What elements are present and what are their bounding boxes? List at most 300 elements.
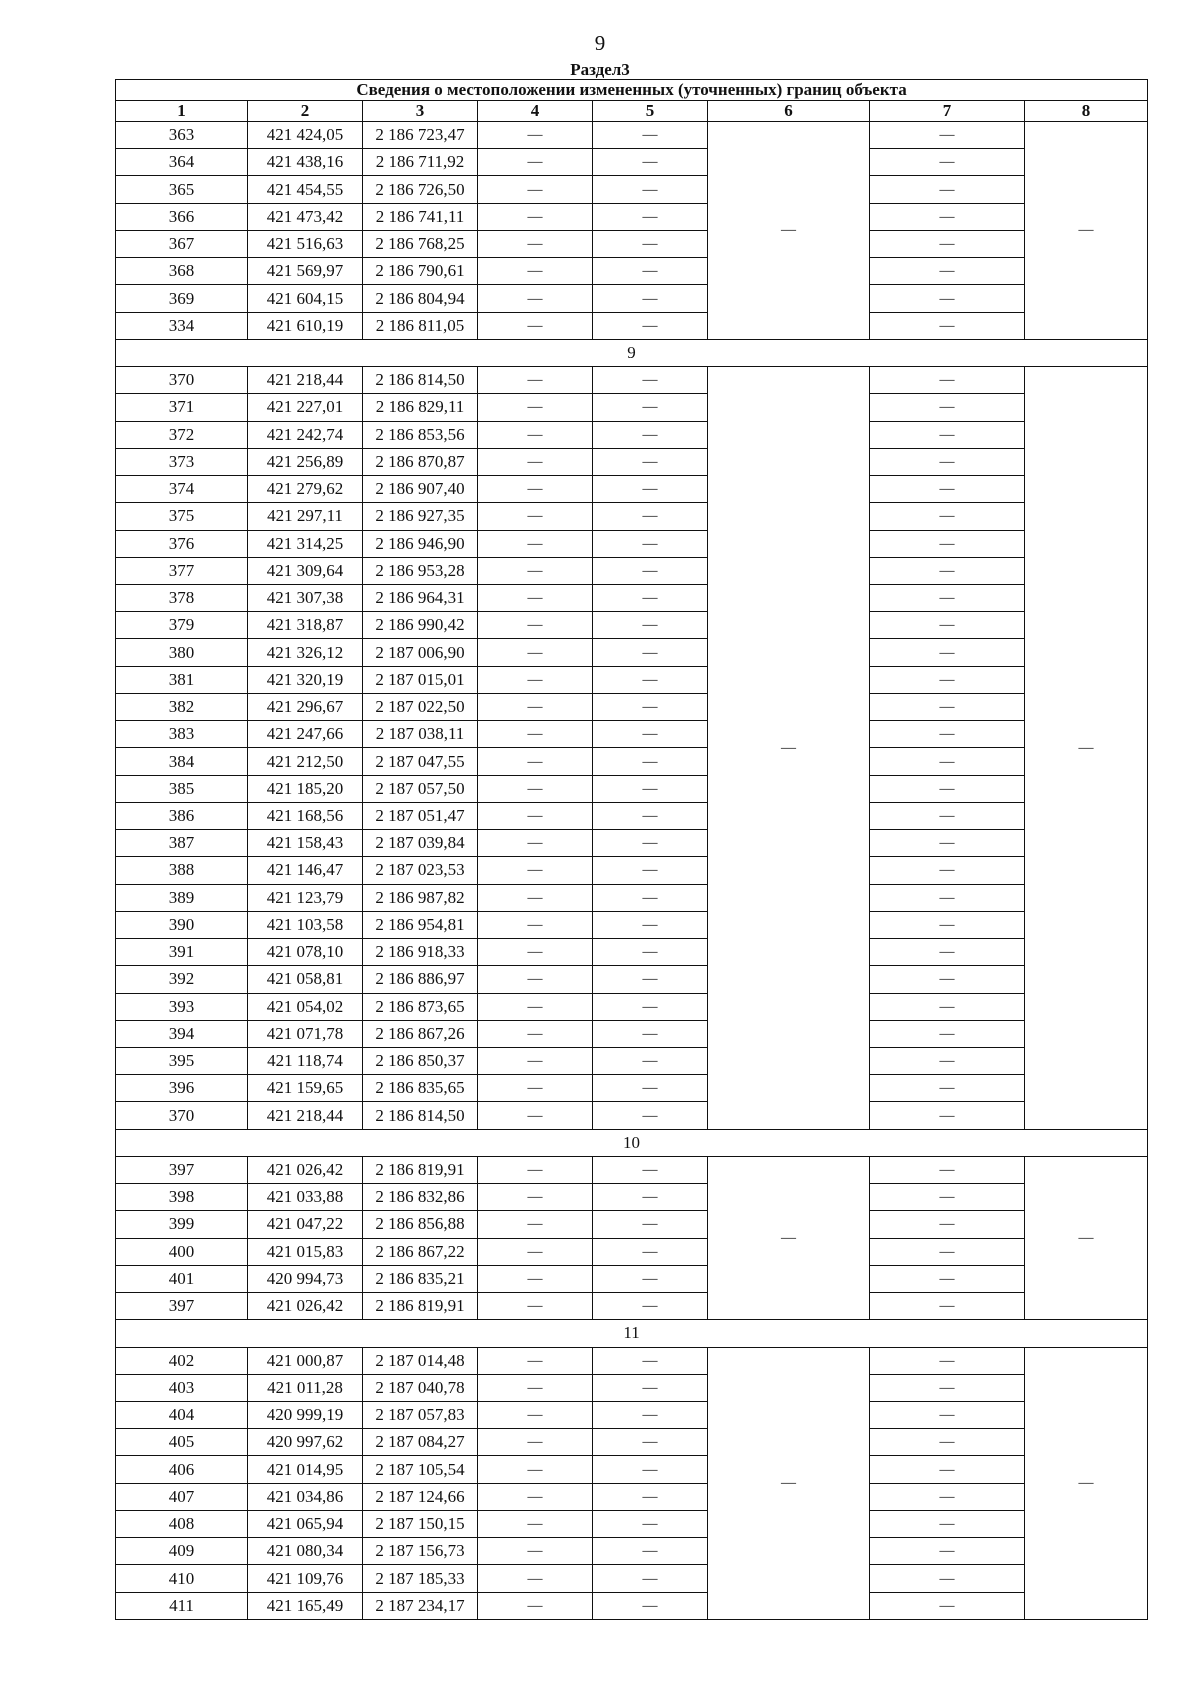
dash-cell: — [870,1374,1025,1401]
y-coordinate-cell: 2 187 051,47 [363,802,478,829]
dash-cell: — [478,830,593,857]
y-coordinate-cell: 2 186 835,65 [363,1075,478,1102]
dash-cell: — [870,1238,1025,1265]
dash-cell: — [478,312,593,339]
x-coordinate-cell: 421 242,74 [248,421,363,448]
dash-cell: — [593,421,708,448]
x-coordinate-cell: 421 071,78 [248,1020,363,1047]
x-coordinate-cell: 421 109,76 [248,1565,363,1592]
dash-cell: — [593,1374,708,1401]
table-row [116,993,1148,1020]
dash-cell: — [870,1538,1025,1565]
point-number-cell: 383 [116,721,248,748]
point-number-cell: 395 [116,1047,248,1074]
dash-cell: — [478,748,593,775]
dash-cell: — [593,367,708,394]
dash-cell: — [870,1565,1025,1592]
dash-cell: — [870,421,1025,448]
dash-cell: — [593,1102,708,1129]
merged-dash-cell: — [708,1347,870,1619]
merged-dash-cell: — [1025,1156,1148,1319]
y-coordinate-cell: 2 187 014,48 [363,1347,478,1374]
x-coordinate-cell: 421 026,42 [248,1293,363,1320]
x-coordinate-cell: 421 297,11 [248,503,363,530]
point-number-cell: 396 [116,1075,248,1102]
x-coordinate-cell: 421 318,87 [248,612,363,639]
dash-cell: — [870,693,1025,720]
dash-cell: — [478,1483,593,1510]
table-row [116,503,1148,530]
dash-cell: — [478,1374,593,1401]
y-coordinate-cell: 2 186 850,37 [363,1047,478,1074]
table-row [116,1075,1148,1102]
y-coordinate-cell: 2 187 006,90 [363,639,478,666]
table-row [116,557,1148,584]
point-number-cell: 407 [116,1483,248,1510]
table-row [116,394,1148,421]
table-row [116,721,1148,748]
table-row [116,1456,1148,1483]
point-number-cell: 392 [116,966,248,993]
y-coordinate-cell: 2 187 150,15 [363,1510,478,1537]
y-coordinate-cell: 2 187 057,50 [363,775,478,802]
point-number-cell: 394 [116,1020,248,1047]
y-coordinate-cell: 2 186 886,97 [363,966,478,993]
x-coordinate-cell: 421 034,86 [248,1483,363,1510]
dash-cell: — [478,367,593,394]
x-coordinate-cell: 421 168,56 [248,802,363,829]
y-coordinate-cell: 2 186 790,61 [363,258,478,285]
dash-cell: — [870,448,1025,475]
dash-cell: — [593,1184,708,1211]
dash-cell: — [593,1565,708,1592]
point-number-cell: 405 [116,1429,248,1456]
dash-cell: — [478,1075,593,1102]
dash-cell: — [478,258,593,285]
x-coordinate-cell: 421 185,20 [248,775,363,802]
dash-cell: — [593,122,708,149]
dash-cell: — [478,993,593,1020]
table-row [116,285,1148,312]
x-coordinate-cell: 421 014,95 [248,1456,363,1483]
x-coordinate-cell: 421 314,25 [248,530,363,557]
y-coordinate-cell: 2 187 156,73 [363,1538,478,1565]
y-coordinate-cell: 2 187 040,78 [363,1374,478,1401]
y-coordinate-cell: 2 186 829,11 [363,394,478,421]
point-number-cell: 376 [116,530,248,557]
x-coordinate-cell: 421 569,97 [248,258,363,285]
dash-cell: — [593,666,708,693]
dash-cell: — [478,149,593,176]
x-coordinate-cell: 421 227,01 [248,394,363,421]
x-coordinate-cell: 420 997,62 [248,1429,363,1456]
dash-cell: — [593,1592,708,1619]
dash-cell: — [478,857,593,884]
y-coordinate-cell: 2 186 804,94 [363,285,478,312]
y-coordinate-cell: 2 187 047,55 [363,748,478,775]
y-coordinate-cell: 2 186 954,81 [363,911,478,938]
x-coordinate-cell: 421 015,83 [248,1238,363,1265]
dash-cell: — [870,830,1025,857]
x-coordinate-cell: 421 454,55 [248,176,363,203]
dash-cell: — [593,1483,708,1510]
table-row [116,258,1148,285]
point-number-cell: 366 [116,203,248,230]
dash-cell: — [593,176,708,203]
group-label: 10 [116,1129,1148,1156]
dash-cell: — [478,884,593,911]
table-row [116,1238,1148,1265]
x-coordinate-cell: 421 218,44 [248,367,363,394]
table-row [116,1211,1148,1238]
dash-cell: — [870,394,1025,421]
point-number-cell: 401 [116,1265,248,1292]
y-coordinate-cell: 2 186 953,28 [363,557,478,584]
x-coordinate-cell: 421 218,44 [248,1102,363,1129]
dash-cell: — [593,530,708,557]
dash-cell: — [870,911,1025,938]
dash-cell: — [478,584,593,611]
y-coordinate-cell: 2 186 867,26 [363,1020,478,1047]
table-row [116,1156,1148,1183]
dash-cell: — [870,966,1025,993]
point-number-cell: 377 [116,557,248,584]
y-coordinate-cell: 2 187 124,66 [363,1483,478,1510]
dash-cell: — [478,285,593,312]
column-header: 6 [708,101,870,122]
dash-cell: — [478,939,593,966]
y-coordinate-cell: 2 186 835,21 [363,1265,478,1292]
y-coordinate-cell: 2 186 768,25 [363,230,478,257]
dash-cell: — [593,1020,708,1047]
point-number-cell: 379 [116,612,248,639]
merged-dash-cell: — [708,1156,870,1319]
y-coordinate-cell: 2 187 038,11 [363,721,478,748]
dash-cell: — [478,693,593,720]
table-row [116,966,1148,993]
x-coordinate-cell: 421 000,87 [248,1347,363,1374]
table-row [116,176,1148,203]
x-coordinate-cell: 421 047,22 [248,1211,363,1238]
x-coordinate-cell: 421 309,64 [248,557,363,584]
dash-cell: — [478,1347,593,1374]
dash-cell: — [478,1102,593,1129]
table-body [116,122,1148,1620]
dash-cell: — [870,1402,1025,1429]
x-coordinate-cell: 421 473,42 [248,203,363,230]
table-row [116,666,1148,693]
table-row [116,748,1148,775]
x-coordinate-cell: 420 994,73 [248,1265,363,1292]
dash-cell: — [870,1075,1025,1102]
x-coordinate-cell: 421 159,65 [248,1075,363,1102]
point-number-cell: 386 [116,802,248,829]
y-coordinate-cell: 2 186 726,50 [363,176,478,203]
dash-cell: — [870,176,1025,203]
dash-cell: — [478,639,593,666]
y-coordinate-cell: 2 186 990,42 [363,612,478,639]
table-row [116,476,1148,503]
dash-cell: — [593,993,708,1020]
dash-cell: — [593,693,708,720]
y-coordinate-cell: 2 186 832,86 [363,1184,478,1211]
y-coordinate-cell: 2 187 084,27 [363,1429,478,1456]
dash-cell: — [593,911,708,938]
point-number-cell: 364 [116,149,248,176]
y-coordinate-cell: 2 186 853,56 [363,421,478,448]
table-row [116,911,1148,938]
dash-cell: — [870,939,1025,966]
dash-cell: — [593,203,708,230]
boundary-coordinates-table [115,79,1148,1620]
dash-cell: — [478,1456,593,1483]
point-number-cell: 388 [116,857,248,884]
dash-cell: — [478,122,593,149]
x-coordinate-cell: 421 296,67 [248,693,363,720]
table-row [116,884,1148,911]
point-number-cell: 406 [116,1456,248,1483]
table-row [116,1102,1148,1129]
dash-cell: — [593,149,708,176]
dash-cell: — [870,367,1025,394]
dash-cell: — [870,1211,1025,1238]
dash-cell: — [593,830,708,857]
dash-cell: — [593,1402,708,1429]
dash-cell: — [593,1347,708,1374]
table-row [116,1429,1148,1456]
point-number-cell: 385 [116,775,248,802]
table-row [116,612,1148,639]
table-row [116,939,1148,966]
dash-cell: — [478,1592,593,1619]
point-number-cell: 365 [116,176,248,203]
y-coordinate-cell: 2 186 819,91 [363,1293,478,1320]
dash-cell: — [593,394,708,421]
dash-cell: — [478,1293,593,1320]
point-number-cell: 393 [116,993,248,1020]
dash-cell: — [870,1456,1025,1483]
y-coordinate-cell: 2 186 723,47 [363,122,478,149]
dash-cell: — [870,312,1025,339]
x-coordinate-cell: 421 279,62 [248,476,363,503]
x-coordinate-cell: 421 080,34 [248,1538,363,1565]
table-row [116,1565,1148,1592]
point-number-cell: 370 [116,1102,248,1129]
x-coordinate-cell: 421 610,19 [248,312,363,339]
point-number-cell: 368 [116,258,248,285]
dash-cell: — [870,285,1025,312]
dash-cell: — [870,122,1025,149]
y-coordinate-cell: 2 186 711,92 [363,149,478,176]
table-caption: Сведения о местоположении измененных (уточненных) границ объекта [116,80,1148,101]
dash-cell: — [870,1592,1025,1619]
group-label-row [116,1129,1148,1156]
dash-cell: — [478,1047,593,1074]
table-row [116,1483,1148,1510]
group-label: 11 [116,1320,1148,1347]
dash-cell: — [870,748,1025,775]
table-row [116,1538,1148,1565]
dash-cell: — [478,448,593,475]
dash-cell: — [593,1293,708,1320]
point-number-cell: 378 [116,584,248,611]
x-coordinate-cell: 421 320,19 [248,666,363,693]
table-row [116,1402,1148,1429]
dash-cell: — [593,1047,708,1074]
point-number-cell: 381 [116,666,248,693]
y-coordinate-cell: 2 186 870,87 [363,448,478,475]
x-coordinate-cell: 421 424,05 [248,122,363,149]
merged-dash-cell: — [708,122,870,340]
dash-cell: — [478,612,593,639]
dash-cell: — [478,1211,593,1238]
dash-cell: — [870,721,1025,748]
dash-cell: — [870,203,1025,230]
dash-cell: — [593,1238,708,1265]
x-coordinate-cell: 421 026,42 [248,1156,363,1183]
y-coordinate-cell: 2 186 918,33 [363,939,478,966]
dash-cell: — [593,1075,708,1102]
table-row [116,1347,1148,1374]
y-coordinate-cell: 2 187 022,50 [363,693,478,720]
x-coordinate-cell: 421 146,47 [248,857,363,884]
column-header: 3 [363,101,478,122]
dash-cell: — [593,557,708,584]
section-title: Раздел3 [570,60,630,79]
dash-cell: — [478,503,593,530]
dash-cell: — [593,1265,708,1292]
dash-cell: — [593,612,708,639]
point-number-cell: 404 [116,1402,248,1429]
dash-cell: — [478,394,593,421]
dash-cell: — [870,1429,1025,1456]
point-number-cell: 370 [116,367,248,394]
y-coordinate-cell: 2 186 867,22 [363,1238,478,1265]
x-coordinate-cell: 421 123,79 [248,884,363,911]
dash-cell: — [870,1347,1025,1374]
y-coordinate-cell: 2 187 039,84 [363,830,478,857]
dash-cell: — [870,557,1025,584]
dash-cell: — [870,1020,1025,1047]
dash-cell: — [593,258,708,285]
dash-cell: — [870,230,1025,257]
dash-cell: — [478,1020,593,1047]
table-row [116,421,1148,448]
table-row [116,367,1148,394]
point-number-cell: 403 [116,1374,248,1401]
point-number-cell: 334 [116,312,248,339]
dash-cell: — [478,1184,593,1211]
x-coordinate-cell: 421 033,88 [248,1184,363,1211]
dash-cell: — [593,1456,708,1483]
point-number-cell: 380 [116,639,248,666]
dash-cell: — [870,530,1025,557]
table-row [116,1265,1148,1292]
y-coordinate-cell: 2 186 927,35 [363,503,478,530]
dash-cell: — [870,775,1025,802]
dash-cell: — [478,1265,593,1292]
merged-dash-cell: — [1025,122,1148,340]
point-number-cell: 391 [116,939,248,966]
point-number-cell: 400 [116,1238,248,1265]
table-row [116,639,1148,666]
point-number-cell: 375 [116,503,248,530]
table-row [116,149,1148,176]
y-coordinate-cell: 2 186 987,82 [363,884,478,911]
point-number-cell: 399 [116,1211,248,1238]
dash-cell: — [478,530,593,557]
dash-cell: — [870,802,1025,829]
table-row [116,1047,1148,1074]
dash-cell: — [870,1184,1025,1211]
dash-cell: — [593,939,708,966]
y-coordinate-cell: 2 187 105,54 [363,1456,478,1483]
column-header: 4 [478,101,593,122]
point-number-cell: 411 [116,1592,248,1619]
merged-dash-cell: — [1025,367,1148,1130]
table-row [116,1293,1148,1320]
dash-cell: — [870,612,1025,639]
dash-cell: — [593,775,708,802]
dash-cell: — [593,639,708,666]
x-coordinate-cell: 421 438,16 [248,149,363,176]
dash-cell: — [593,230,708,257]
column-header: 8 [1025,101,1148,122]
y-coordinate-cell: 2 187 185,33 [363,1565,478,1592]
dash-cell: — [478,1510,593,1537]
dash-cell: — [478,1238,593,1265]
point-number-cell: 397 [116,1156,248,1183]
y-coordinate-cell: 2 186 814,50 [363,1102,478,1129]
group-label-row [116,1320,1148,1347]
table-row [116,448,1148,475]
dash-cell: — [478,802,593,829]
point-number-cell: 372 [116,421,248,448]
column-header: 5 [593,101,708,122]
dash-cell: — [593,1156,708,1183]
dash-cell: — [593,448,708,475]
table-row [116,830,1148,857]
y-coordinate-cell: 2 187 015,01 [363,666,478,693]
dash-cell: — [478,476,593,503]
dash-cell: — [870,884,1025,911]
dash-cell: — [593,1538,708,1565]
x-coordinate-cell: 421 058,81 [248,966,363,993]
dash-cell: — [593,1429,708,1456]
dash-cell: — [593,285,708,312]
dash-cell: — [870,503,1025,530]
merged-dash-cell: — [1025,1347,1148,1619]
dash-cell: — [478,1429,593,1456]
point-number-cell: 369 [116,285,248,312]
dash-cell: — [593,1211,708,1238]
y-coordinate-cell: 2 186 964,31 [363,584,478,611]
dash-cell: — [593,884,708,911]
table-row [116,1592,1148,1619]
point-number-cell: 371 [116,394,248,421]
x-coordinate-cell: 421 011,28 [248,1374,363,1401]
dash-cell: — [593,584,708,611]
dash-cell: — [478,666,593,693]
table-row [116,230,1148,257]
dash-cell: — [870,1293,1025,1320]
x-coordinate-cell: 421 212,50 [248,748,363,775]
dash-cell: — [478,1538,593,1565]
dash-cell: — [870,258,1025,285]
table-row [116,203,1148,230]
point-number-cell: 384 [116,748,248,775]
point-number-cell: 402 [116,1347,248,1374]
